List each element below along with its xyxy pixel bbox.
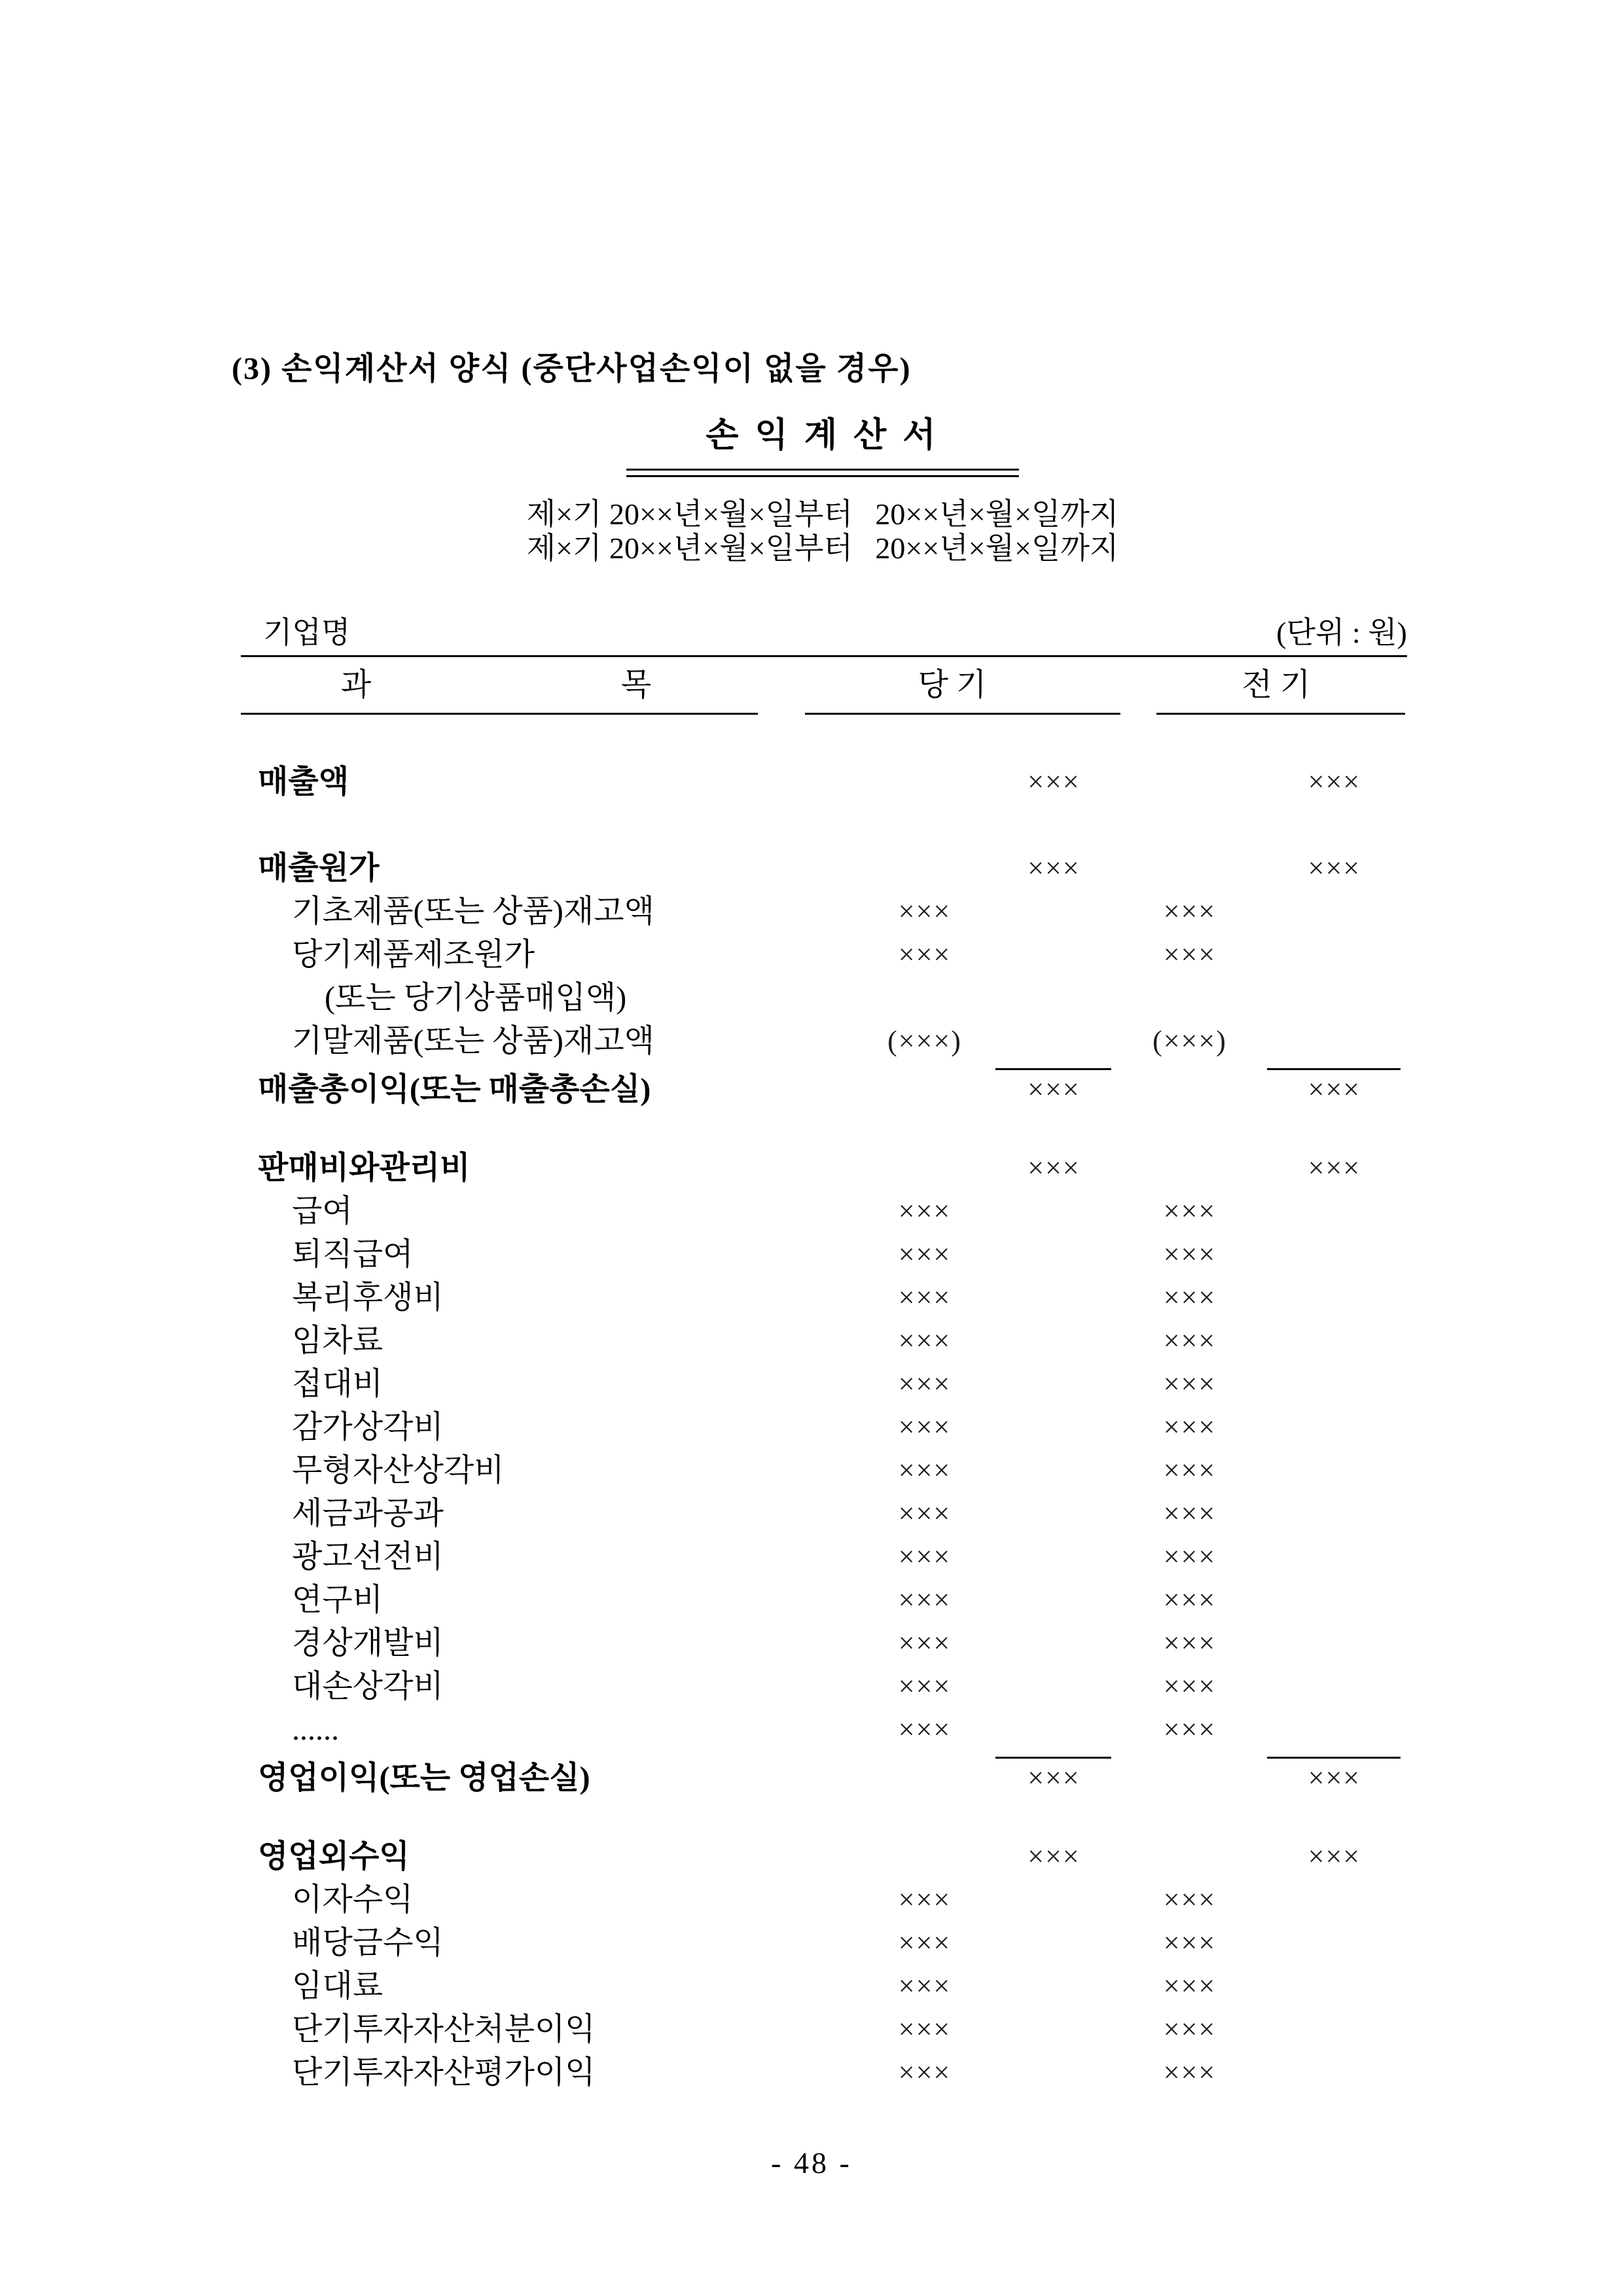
row-label: 매출원가 bbox=[258, 851, 380, 886]
value-prior-detail bbox=[1118, 977, 1262, 1020]
value-current-detail: ××× bbox=[898, 1713, 952, 1746]
value-current-total bbox=[990, 1363, 1118, 1406]
value-prior-detail: ××× bbox=[1163, 1927, 1217, 1959]
period-line-2: 제×기 20××년×월×일부터 20××년×월×일까지 bbox=[526, 531, 1119, 565]
value-current-detail bbox=[859, 977, 990, 1020]
row-label: 퇴직급여 bbox=[292, 1237, 414, 1272]
value-current-detail: ××× bbox=[898, 895, 952, 927]
value-prior-total: ××× bbox=[1308, 1152, 1361, 1184]
value-prior-total bbox=[1262, 1665, 1407, 1708]
value-prior-total bbox=[1262, 1276, 1407, 1319]
row-label: 기초제품(또는 상품)재고액 bbox=[292, 894, 655, 929]
value-current-detail bbox=[859, 1068, 990, 1111]
header-underline bbox=[241, 713, 1407, 715]
company-name-label: 기업명 bbox=[263, 616, 351, 649]
table-row bbox=[241, 890, 1407, 933]
table-row bbox=[241, 1233, 1407, 1276]
value-prior-detail: ××× bbox=[1163, 1498, 1217, 1530]
value-prior-total bbox=[1262, 1579, 1407, 1622]
value-prior-detail: ××× bbox=[1163, 939, 1217, 971]
value-current-detail: ××× bbox=[898, 1970, 952, 2002]
value-current-detail: ××× bbox=[898, 1195, 952, 1227]
value-prior-total bbox=[1262, 2051, 1407, 2094]
table-row bbox=[241, 1665, 1407, 1708]
value-current-detail: ××× bbox=[898, 2013, 952, 2045]
value-prior-total bbox=[1262, 2008, 1407, 2051]
value-current-detail: ××× bbox=[898, 1884, 952, 1916]
row-label: 영업이익(또는 영업손실) bbox=[258, 1761, 590, 1795]
value-prior-total bbox=[1262, 1965, 1407, 2008]
table-row bbox=[241, 2051, 1407, 2094]
value-prior-total bbox=[1262, 1535, 1407, 1579]
table-row bbox=[241, 1757, 1407, 1800]
value-prior-total: ××× bbox=[1308, 766, 1361, 798]
header-underline-prior bbox=[1156, 713, 1405, 715]
table-row bbox=[241, 977, 1407, 1020]
table-row bbox=[241, 1708, 1407, 1751]
value-prior-total bbox=[1262, 1878, 1407, 1922]
table-row bbox=[241, 1276, 1407, 1319]
value-current-detail bbox=[859, 761, 990, 804]
value-current-detail: ××× bbox=[898, 1238, 952, 1270]
column-header-account-right: 목 bbox=[620, 668, 652, 702]
value-current-total bbox=[990, 1708, 1118, 1751]
row-label: 무형자산상각비 bbox=[292, 1453, 505, 1488]
value-prior-total bbox=[1262, 890, 1407, 933]
value-prior-total bbox=[1262, 933, 1407, 977]
value-prior-detail bbox=[1118, 1068, 1262, 1111]
value-prior-detail: ××× bbox=[1163, 1325, 1217, 1357]
value-current-total bbox=[990, 1492, 1118, 1535]
value-current-detail bbox=[859, 1835, 990, 1878]
value-prior-detail: ××× bbox=[1163, 1970, 1217, 2002]
table-row bbox=[241, 847, 1407, 890]
row-label: ...... bbox=[292, 1712, 339, 1747]
value-prior-total: ××× bbox=[1308, 852, 1361, 884]
row-label: 세금과공과 bbox=[292, 1496, 444, 1531]
value-prior-detail: ××× bbox=[1163, 1884, 1217, 1916]
statement-title: 손 익 계 산 서 bbox=[705, 417, 940, 454]
value-prior-total bbox=[1262, 1406, 1407, 1449]
table-row bbox=[241, 1835, 1407, 1878]
row-label: 임차료 bbox=[292, 1323, 383, 1358]
row-label: 매출총이익(또는 매출총손실) bbox=[258, 1072, 651, 1107]
value-prior-total bbox=[1262, 1363, 1407, 1406]
value-prior-detail: ××× bbox=[1163, 1670, 1217, 1702]
value-current-detail bbox=[859, 847, 990, 890]
value-prior-detail bbox=[1118, 761, 1262, 804]
table-row bbox=[241, 1449, 1407, 1492]
column-header-account-left: 과 bbox=[340, 668, 372, 702]
value-prior-total: ××× bbox=[1262, 1757, 1407, 1800]
table-row bbox=[241, 933, 1407, 977]
value-current-total bbox=[990, 2051, 1118, 2094]
table-row bbox=[241, 1922, 1407, 1965]
value-current-total bbox=[990, 890, 1118, 933]
section-heading: (3) 손익계산서 양식 (중단사업손익이 없을 경우) bbox=[232, 351, 912, 386]
row-label: 광고선전비 bbox=[292, 1539, 444, 1574]
value-current-total: ××× bbox=[990, 1068, 1118, 1111]
value-current-total: ××× bbox=[1027, 766, 1080, 798]
column-header-prior-period: 전 기 bbox=[1241, 668, 1311, 702]
value-prior-detail: ××× bbox=[1163, 1282, 1217, 1314]
value-current-total bbox=[990, 1190, 1118, 1233]
table-row bbox=[241, 1406, 1407, 1449]
value-prior-detail: ××× bbox=[1163, 2013, 1217, 2045]
value-prior-detail: ××× bbox=[1163, 1584, 1217, 1616]
company-unit-row bbox=[241, 614, 1407, 652]
unit-label: (단위 : 원) bbox=[1276, 616, 1407, 649]
value-current-detail: ××× bbox=[898, 939, 952, 971]
row-label: (또는 당기상품매입액) bbox=[325, 980, 627, 1015]
table-row bbox=[241, 1147, 1407, 1190]
value-current-total: ××× bbox=[1027, 1840, 1080, 1873]
row-label: 급여 bbox=[292, 1194, 353, 1229]
table-row bbox=[241, 1020, 1407, 1063]
row-label: 기말제품(또는 상품)재고액 bbox=[292, 1024, 655, 1058]
table-row bbox=[241, 2008, 1407, 2051]
value-current-detail: ××× bbox=[898, 1927, 952, 1959]
column-header-current-period: 당 기 bbox=[918, 668, 987, 702]
value-prior-total bbox=[1262, 1922, 1407, 1965]
value-current-total bbox=[990, 1319, 1118, 1363]
title-double-underline bbox=[626, 469, 1019, 477]
value-prior-total: ××× bbox=[1308, 1840, 1361, 1873]
table-row bbox=[241, 1319, 1407, 1363]
row-label: 당기제품제조원가 bbox=[292, 937, 535, 972]
value-current-detail: ××× bbox=[898, 1584, 952, 1616]
income-statement-table bbox=[241, 655, 1407, 2094]
table-row bbox=[241, 1535, 1407, 1579]
value-prior-detail: ××× bbox=[1163, 1541, 1217, 1573]
value-prior-detail: ××× bbox=[1163, 1454, 1217, 1486]
row-label: 복리후생비 bbox=[292, 1280, 444, 1315]
value-prior-total bbox=[1262, 1622, 1407, 1665]
row-label: 연구비 bbox=[292, 1583, 383, 1617]
value-current-detail: ××× bbox=[898, 1325, 952, 1357]
value-current-detail: ××× bbox=[898, 1498, 952, 1530]
row-label: 임대료 bbox=[292, 1969, 383, 2003]
table-row bbox=[241, 1068, 1407, 1111]
row-label: 경상개발비 bbox=[292, 1626, 444, 1660]
value-prior-detail: ××× bbox=[1163, 1411, 1217, 1443]
table-row bbox=[241, 1878, 1407, 1922]
row-label: 접대비 bbox=[292, 1367, 383, 1401]
value-current-total bbox=[990, 1878, 1118, 1922]
title-block bbox=[299, 416, 1346, 477]
row-label: 단기투자자산평가이익 bbox=[292, 2055, 596, 2090]
value-current-total bbox=[990, 1449, 1118, 1492]
table-row bbox=[241, 1965, 1407, 2008]
value-prior-total bbox=[1262, 1233, 1407, 1276]
table-row bbox=[241, 1622, 1407, 1665]
page-number: - 48 - bbox=[771, 2146, 852, 2179]
table-row bbox=[241, 1492, 1407, 1535]
table-row bbox=[241, 1579, 1407, 1622]
value-current-detail: ××× bbox=[898, 1368, 952, 1400]
value-prior-detail: ××× bbox=[1163, 1238, 1217, 1270]
value-prior-detail bbox=[1118, 1835, 1262, 1878]
value-prior-detail: ××× bbox=[1163, 1368, 1217, 1400]
value-prior-detail: ××× bbox=[1163, 1627, 1217, 1659]
value-prior-detail: ××× bbox=[1163, 2056, 1217, 2089]
row-label: 단기투자자산처분이익 bbox=[292, 2012, 596, 2047]
value-current-total bbox=[990, 977, 1118, 1020]
row-label: 이자수익 bbox=[292, 1882, 414, 1917]
value-current-detail: ××× bbox=[898, 1541, 952, 1573]
value-current-total bbox=[990, 1922, 1118, 1965]
value-prior-total bbox=[1262, 1492, 1407, 1535]
value-prior-detail: ××× bbox=[1163, 1713, 1217, 1746]
value-prior-total bbox=[1262, 1020, 1407, 1063]
header-underline-current bbox=[805, 713, 1120, 715]
value-prior-total bbox=[1262, 1708, 1407, 1751]
value-prior-total bbox=[1262, 1190, 1407, 1233]
header-underline-account bbox=[241, 713, 758, 715]
row-label: 감가상각비 bbox=[292, 1410, 444, 1444]
value-prior-total bbox=[1262, 1319, 1407, 1363]
value-current-detail bbox=[859, 1147, 990, 1190]
value-current-total bbox=[990, 1020, 1118, 1063]
value-current-total bbox=[990, 2008, 1118, 2051]
value-current-detail: ××× bbox=[898, 1454, 952, 1486]
value-prior-detail bbox=[1118, 847, 1262, 890]
table-header-row bbox=[241, 657, 1407, 713]
row-label: 매출액 bbox=[258, 764, 349, 799]
value-current-total bbox=[990, 1276, 1118, 1319]
value-current-total bbox=[990, 1622, 1118, 1665]
value-current-detail: ××× bbox=[898, 1627, 952, 1659]
value-current-total bbox=[990, 1535, 1118, 1579]
value-prior-detail: ××× bbox=[1163, 1195, 1217, 1227]
table-row bbox=[241, 1190, 1407, 1233]
value-current-detail bbox=[859, 1757, 990, 1800]
value-prior-total bbox=[1262, 1449, 1407, 1492]
value-prior-total bbox=[1262, 977, 1407, 1020]
value-prior-detail bbox=[1118, 1757, 1262, 1800]
value-current-total bbox=[990, 1965, 1118, 2008]
value-current-detail: ××× bbox=[898, 1282, 952, 1314]
value-current-total bbox=[990, 1579, 1118, 1622]
row-label: 판매비와관리비 bbox=[258, 1151, 471, 1185]
row-label: 대손상각비 bbox=[292, 1669, 444, 1704]
value-prior-detail: (×××) bbox=[1152, 1025, 1227, 1057]
value-current-total bbox=[990, 1406, 1118, 1449]
row-label: 배당금수익 bbox=[292, 1926, 444, 1960]
value-current-total: ××× bbox=[1027, 1152, 1080, 1184]
value-prior-detail: ××× bbox=[1163, 895, 1217, 927]
value-current-total: ××× bbox=[1027, 852, 1080, 884]
value-current-total bbox=[990, 1665, 1118, 1708]
value-current-total: ××× bbox=[990, 1757, 1118, 1800]
period-line-1: 제×기 20××년×월×일부터 20××년×월×일까지 bbox=[526, 497, 1119, 531]
value-current-detail: ××× bbox=[898, 1670, 952, 1702]
value-current-detail: ××× bbox=[898, 1411, 952, 1443]
value-current-detail: (×××) bbox=[887, 1025, 962, 1057]
value-prior-detail bbox=[1118, 1147, 1262, 1190]
table-row bbox=[241, 1363, 1407, 1406]
value-prior-total: ××× bbox=[1262, 1068, 1407, 1111]
value-current-total bbox=[990, 1233, 1118, 1276]
table-rows bbox=[241, 715, 1407, 2094]
table-row bbox=[241, 761, 1407, 804]
row-label: 영업외수익 bbox=[258, 1839, 410, 1874]
value-current-detail: ××× bbox=[898, 2056, 952, 2089]
value-current-total bbox=[990, 933, 1118, 977]
